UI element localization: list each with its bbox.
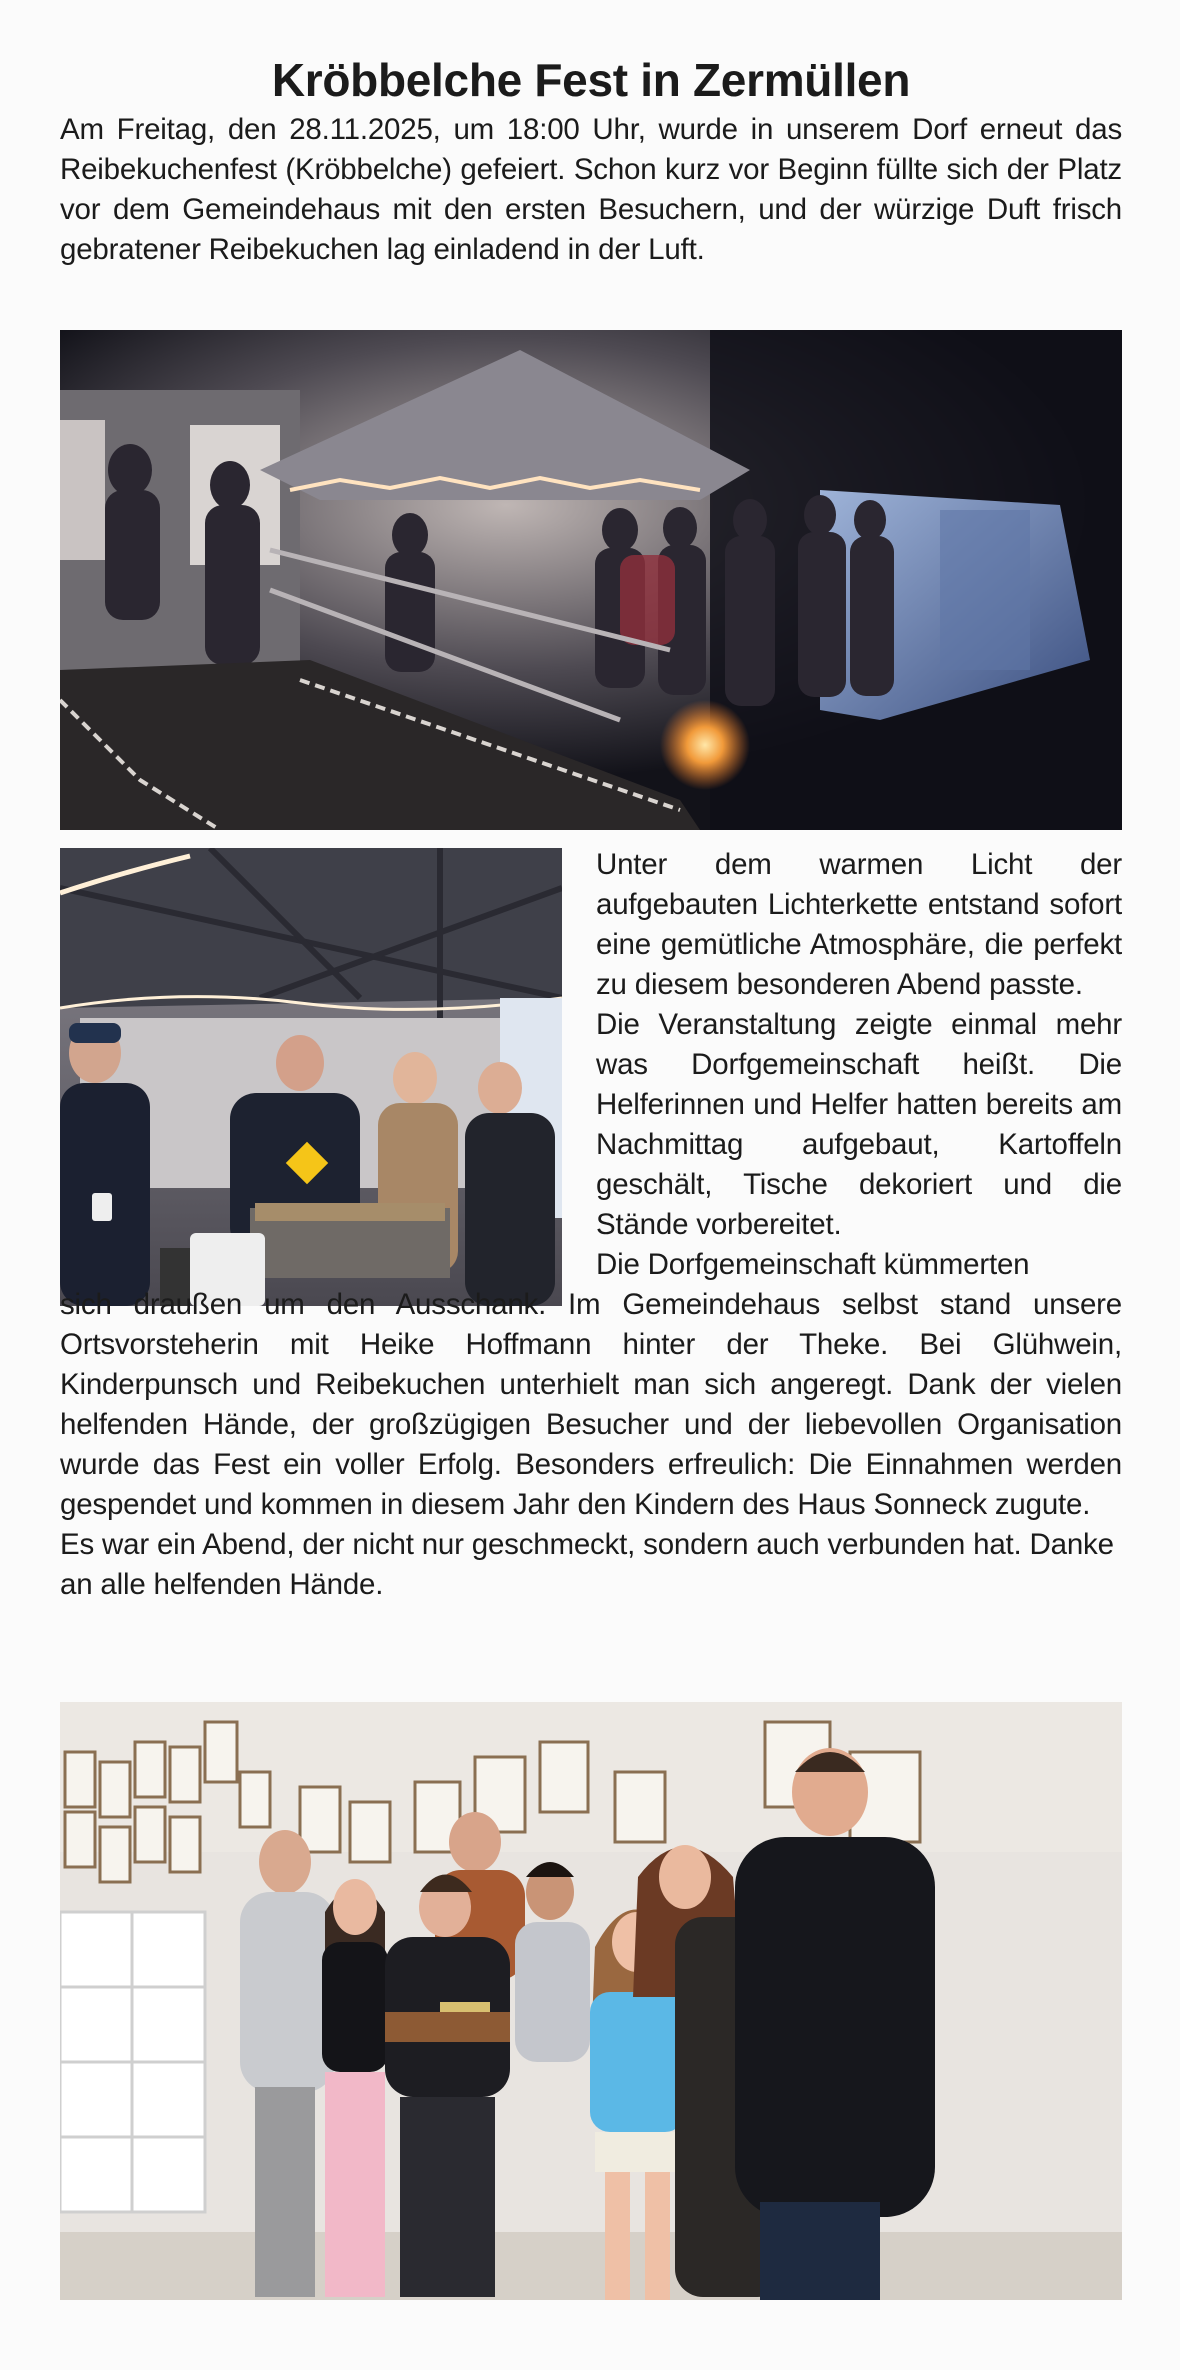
side-paragraph-3-start: Die Dorfgemeinschaft kümmerten — [596, 1248, 1030, 1281]
body-paragraph-3: sich draußen um den Ausschank. Im Gemeindehaus selbst stand unsere Ortsvorsteherin mit Heike Hoffmann hinter der Theke. Bei Glühwein, Kinderpunsch und Reibekuchen unterhielt man sich angeregt. Dank der vielen helfenden Hände, der großzügigen Besucher und der liebevollen Organisation wurde das Fest ein voller Erfolg. Besonders erfreulich: Die Einnahmen werden gespendet und kommen in diesem Jahr den Kindern des Haus Sonneck zugute. — [60, 1288, 1122, 1521]
side-paragraph-2: Die Veranstaltung zeigte einmal mehr was Dorfgemeinschaft heißt. Die Helferinnen und Helfer hatten bereits am Nachmittag aufgebaut, Kartoffeln geschält, Tische dekoriert und die Stände vorbereitet. — [596, 1008, 1122, 1241]
side-paragraph-1: Unter dem warmen Licht der aufgebauten Lichterkette entstand sofort eine gemütliche Atmosphäre, die perfekt zu diesem besonderen Abend passte. — [596, 848, 1122, 1001]
intro-paragraph: Am Freitag, den 28.11.2025, um 18:00 Uhr, wurde in unserem Dorf erneut das Reibekuchenfest (Kröbbelche) gefeiert. Schon kurz vor Beginn füllte sich der Platz vor dem Gemeindehaus mit den ersten Besuchern, und der würzige Duft frisch gebratener Reibekuchen lag einladend in der Luft. — [60, 113, 1122, 266]
side-text-column — [596, 845, 1122, 1285]
lower-text-block — [60, 1285, 1122, 1605]
group-photo — [60, 1702, 1122, 2300]
tent-evening-photo — [60, 330, 1122, 830]
article — [60, 0, 1122, 318]
article-title: Kröbbelche Fest in Zermüllen — [271, 54, 911, 106]
closing-paragraph: Es war ein Abend, der nicht nur geschmeckt, sondern auch verbunden hat. Danke an alle helfenden Hände. — [60, 1528, 1114, 1601]
grill-team-photo — [60, 848, 562, 1306]
